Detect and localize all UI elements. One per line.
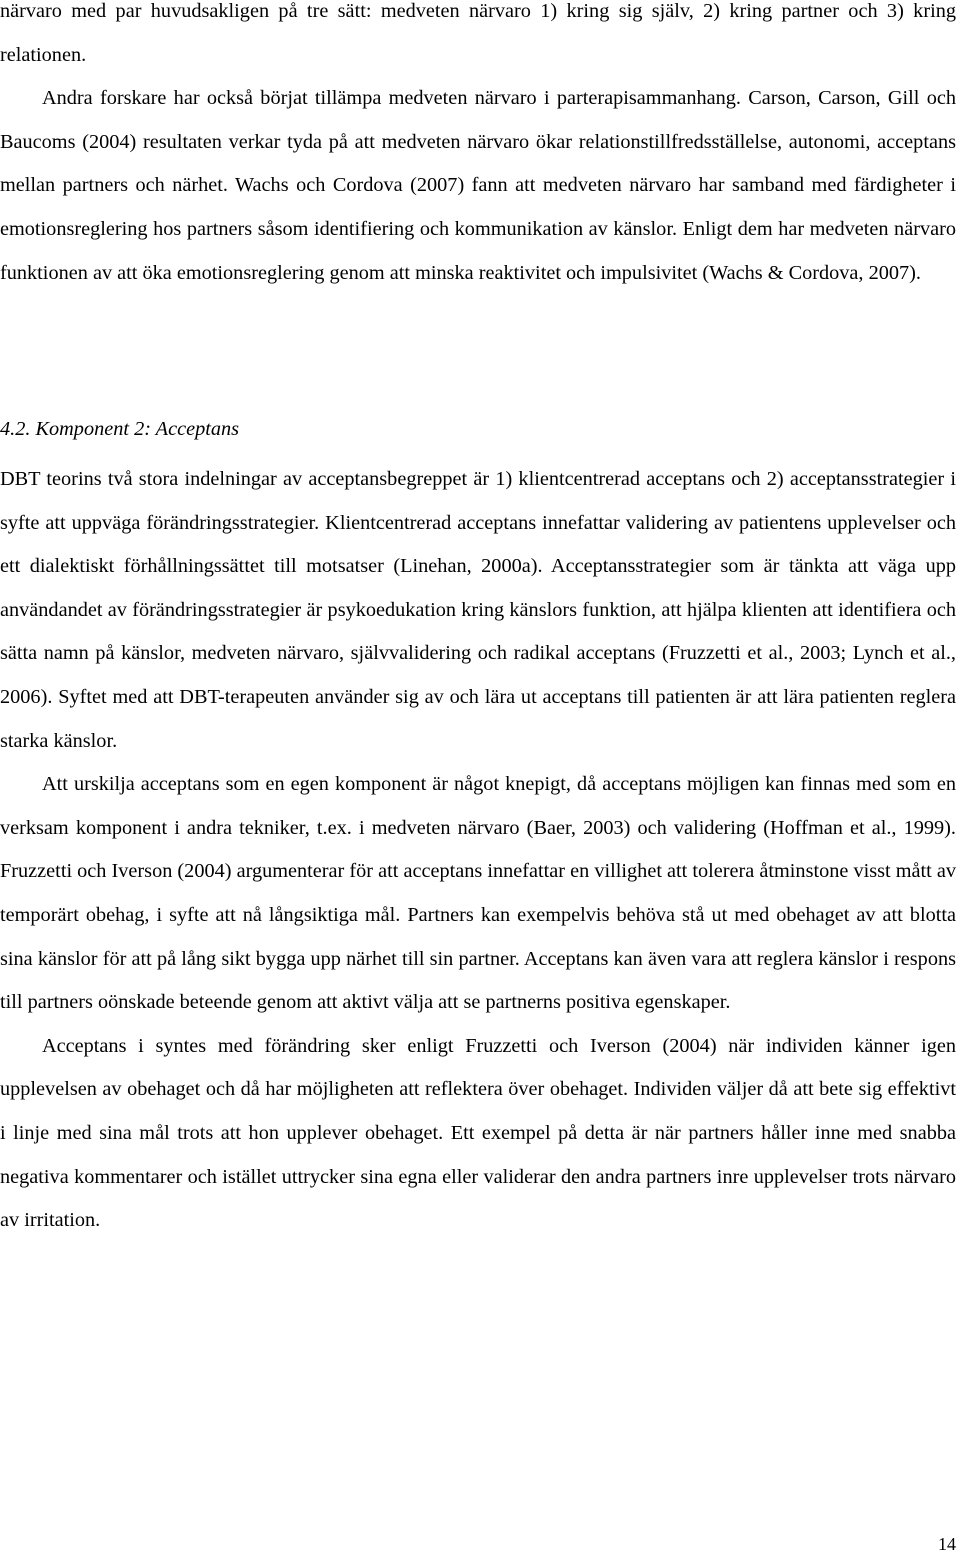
paragraph-continuation: närvaro med par huvudsakligen på tre sätt: medveten närvaro 1) kring sig själv, 2) kring partner och 3) kring relationen. <box>0 0 956 66</box>
paragraph-dbt-acceptance: DBT teorins två stora indelningar av acceptansbegreppet är 1) klientcentrerad acceptans och 2) acceptansstrategier i syfte att uppväga förändringsstrategier. Klientcentrerad acceptans innefattar validering av patientens upplevelser och ett dialektiskt förhållningssättet till motsatser (Linehan, 2000a). Acceptansstrategier som är tänkta att väga upp användandet av förändringsstrategier är psykoedukation kring känslors funktion, att hjälpa klienten att identifiera och sätta namn på känslor, medveten närvaro, självvalidering och radikal acceptans (Fruzzetti et al., 2003; Lynch et al., 2006). Syftet med att DBT-terapeuten använder sig av och lära ut acceptans till patienten är att lära patienten reglera starka känslor. <box>0 468 956 752</box>
section-heading: 4.2. Komponent 2: Acceptans <box>0 418 240 440</box>
page-number: 14 <box>938 1534 956 1554</box>
paragraph-acceptance-change: Acceptans i syntes med förändring sker enligt Fruzzetti och Iverson (2004) när individen känner igen upplevelsen av obehaget och då har möjligheten att reflektera över obehaget. Individen väljer då att bete sig effektivt i linje med sina mål trots att hon upplever obehaget. Ett exempel på detta är när partners håller inne med snabba negativa kommentarer och istället uttrycker sina egna eller validerar den andra partners inre upplevelser trots närvaro av irritation. <box>0 1034 956 1232</box>
paragraph-couple-therapy: Andra forskare har också börjat tillämpa medveten närvaro i parterapisammanhang. Carson, Carson, Gill och Baucoms (2004) resultaten verkar tyda på att medveten närvaro ökar relationstillfredsställelse, autonomi, acceptans mellan partners och närhet. Wachs och Cordova (2007) fann att medveten närvaro har samband med färdigheter i emotionsreglering hos partners såsom identifiering och kommunikation av känslor. Enligt dem har medveten närvaro funktionen av att öka emotionsreglering genom att minska reaktivitet och impulsivitet (Wachs & Cordova, 2007). <box>0 87 956 284</box>
paragraph-distinguish-acceptance: Att urskilja acceptans som en egen komponent är något knepigt, då acceptans möjligen kan finnas med som en verksam komponent i andra tekniker, t.ex. i medveten närvaro (Baer, 2003) och validering (Hoffman et al., 1999). Fruzzetti och Iverson (2004) argumenterar för att acceptans innefattar en villighet att tolerera åtminstone visst mått av temporärt obehag, i syfte att nå långsiktiga mål. Partners kan exempelvis behöva stå ut med obehaget av att blotta sina känslor för att på lång sikt bygga upp närhet till sin partner. Acceptans kan även vara att reglera känslor i respons till partners oönskade beteende genom att aktivt välja att se partnerns positiva egenskaper. <box>0 773 956 1014</box>
text-block-acceptance <box>0 458 956 1243</box>
text-block-intro <box>0 0 956 295</box>
